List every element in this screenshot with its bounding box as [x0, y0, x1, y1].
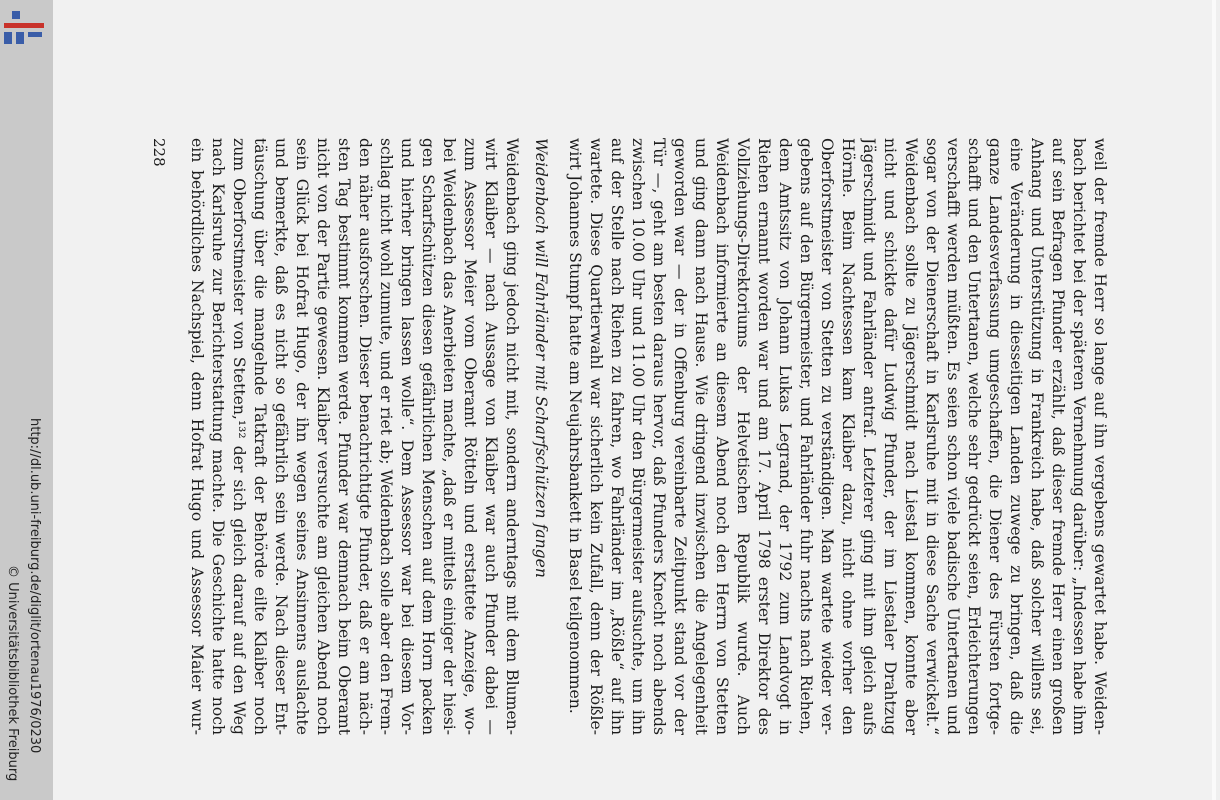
text-line: bach berichtet bei der späteren Vernehmung darüber: „Indessen habe ihm	[1070, 138, 1088, 735]
copyright-notice: © Universitätsbibliothek Freiburg	[5, 565, 20, 782]
text-line: schlag nicht wohl zumute, und er riet ab; Weidenbach solle aber den Frem-	[377, 138, 395, 735]
text-line: wartete. Diese Quartierwahl war sicherlich kein Zufall, denn der Rößle-	[587, 138, 605, 735]
text-line: Vollziehungs-Direktoriums der Helvetischen Republik wurde. Auch	[734, 138, 752, 735]
text-line: Weidenbach informierte an diesem Abend noch den Herrn von Stetten	[713, 138, 731, 735]
text-line: und bemerkte, daß es nicht so gefährlich sein werde. Nach dieser Ent-	[272, 138, 290, 735]
text-line: nicht und schickte dafür Ludwig Pfunder, der im Liestaler Drahtzug	[881, 138, 899, 735]
text-line: auf der Stelle nach Riehen zu fahren, wo Fahrländer im „Rößle“ auf ihn	[608, 138, 626, 735]
text-line: wirt Johannes Stumpf hatte am Neujahrsbankett in Basel teilgenommen.	[566, 138, 584, 714]
text-line: wirt Klaiber — nach Aussage von Klaiber war auch Pfunder dabei —	[482, 138, 500, 735]
text-line: eine Veränderung in diesseitigen Landen zuwege zu bringen, daß die	[1007, 138, 1025, 735]
text-line: und ging dann nach Hause. Wie dringend inzwischen die Angelegenheit	[692, 138, 710, 735]
text-line: Jägerschmidt und Fahrländer antraf. Letzterer ging mit ihm gleich aufs	[860, 138, 878, 735]
text-line: gebens auf den Bürgermeister, und Fahrländer fuhr nachts nach Riehen,	[797, 138, 815, 735]
text-line: schafft und den Untertanen, welche sehr gedrückt seien, Erleichterungen	[965, 138, 983, 735]
text-line: nicht von der Partie gewesen. Klaiber versuchte am gleichen Abend noch	[314, 138, 332, 735]
text-line: Oberforstmeister von Stetten zu verständigen. Man wartete wieder ver-	[818, 138, 836, 735]
text-line: Riehen ernannt worden war und am 17. April 1798 erster Direktor des	[755, 138, 773, 735]
text-line: den näher ausforschen. Dieser benachrichtigte Pfunder, daß er am näch-	[356, 138, 374, 735]
text-line: zwischen 10.00 Uhr und 11.00 Uhr den Bürgermeister aufsuchte, um ihn	[629, 138, 647, 735]
text-line: nach Karlsruhe zur Berichterstattung machte. Die Geschichte hatte noch	[209, 138, 227, 735]
text-line: und hierher bringen lassen wolle“. Dem Assessor war bei diesem Vor-	[398, 138, 416, 735]
page-number: 228	[150, 138, 168, 167]
page-text-block	[150, 138, 1110, 735]
text-line: Tür —, geht am besten daraus hervor, daß Pfunders Knecht noch abends	[650, 138, 668, 735]
text-line: bei Weidenbach das Anerbieten machte, „daß er mittels einiger der hiesi-	[440, 138, 458, 735]
text-line: dem Amtssitz von Johann Lukas Legrand, der 1792 zum Landvogt in	[776, 138, 794, 735]
text-line: Anhang und Unterstützung in Frankreich habe, daß solcher willens sei,	[1028, 138, 1046, 735]
viewer-sidebar	[0, 0, 53, 800]
text-line: ganze Landesverfassung umgeschaffen, die Diener des Fürsten fortge-	[986, 138, 1004, 735]
text-line: täuschung über die mangelnde Tatkraft der Behörde eilte Klaiber noch	[251, 138, 269, 735]
text-line: sogar von der Dienerschaft in Karlsruhe mit in diese Sache verwickelt.“	[923, 138, 941, 735]
text-line: Weidenbach sollte zu Jägerschmidt nach Liestal kommen, konnte aber	[902, 138, 920, 735]
section-heading: Weidenbach will Fahrländer mit Scharfschützen fangen	[532, 138, 550, 578]
text-line: sein Glück bei Hofrat Hugo, der ihn wegen seines Ansinnens auslachte	[293, 138, 311, 735]
text-line: zum Oberforstmeister von Stetten,¹³² der sich gleich darauf auf den Weg	[230, 138, 248, 735]
text-line: gen Scharfschützen diesen gefährlichen Menschen auf dem Horn packen	[419, 138, 437, 735]
page-edge	[1212, 0, 1216, 800]
text-line: weil der fremde Herr so lange auf ihn vergebens gewartet habe. Weiden-	[1091, 138, 1109, 735]
text-line: verschafft werden müßten. Es seien schon viele badische Untertanen und	[944, 138, 962, 735]
text-line: sten Tag bestimmt kommen werde. Pfunder war demnach beim Oberamt	[335, 138, 353, 735]
text-line: Weidenbach ging jedoch nicht mit, sondern anderntags mit dem Blumen-	[503, 138, 521, 735]
source-url[interactable]: http://dl.ub.uni-freiburg.de/diglit/ortenau1976/0230	[27, 418, 42, 754]
text-line: ein behördliches Nachspiel, denn Hofrat Hugo und Assessor Maier wur-	[188, 138, 206, 735]
text-line: Hörnle. Beim Nachtessen kam Klaiber dazu, nicht ohne vorher den	[839, 138, 857, 735]
text-line: auf sein Befragen Pfunder erzählt, daß dieser fremde Herr einen großen	[1049, 138, 1067, 735]
text-line: zum Assessor Meier vom Oberamt Rötteln und erstattete Anzeige, wo-	[461, 138, 479, 735]
text-line: geworden war — der in Offenburg vereinbarte Zeitpunkt stand vor der	[671, 138, 689, 735]
